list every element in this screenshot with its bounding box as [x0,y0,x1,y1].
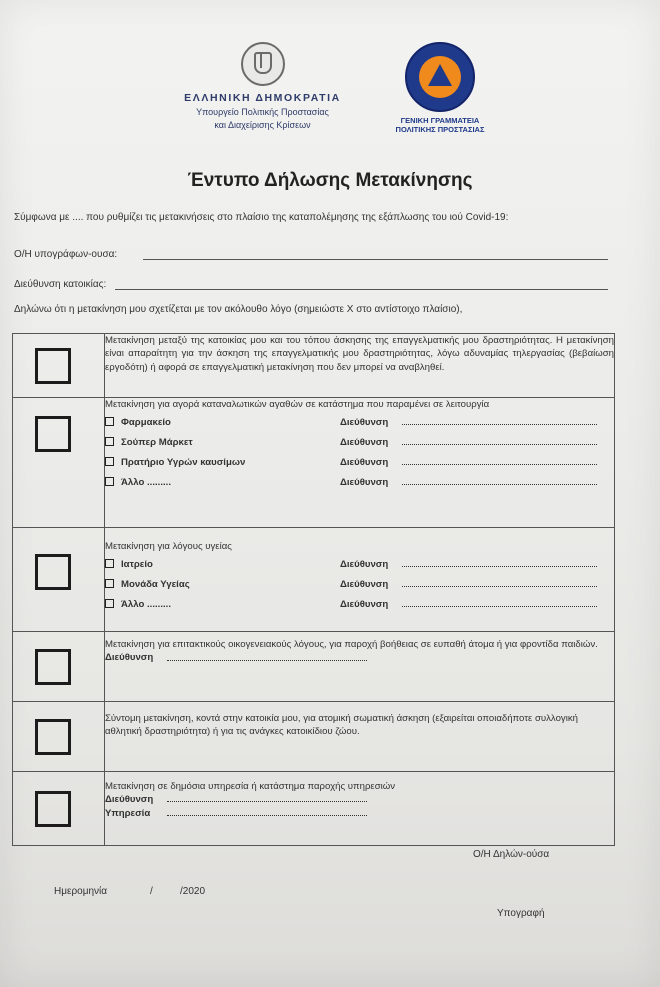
reason-row-shopping [13,398,615,528]
signature-label: Υπογραφή [497,908,545,919]
cp-line-1: ΓΕΝΙΚΗ ΓΡΑΜΜΑΤΕΙΑ [400,116,480,125]
health-unit-address-label: Διεύθυνση [340,579,389,591]
fuel-station-address-field[interactable] [402,464,597,465]
health-unit-address-field[interactable] [402,586,597,587]
health-other-address-field[interactable] [402,606,597,607]
date-label: Ημερομηνία [54,886,108,897]
health-unit-label: Μονάδα Υγείας [121,579,190,591]
home-address-field[interactable] [115,289,608,290]
date-year: /2020 [180,886,206,897]
supermarket-address-field[interactable] [402,444,597,445]
declaration-text: Δηλώνω ότι η μετακίνηση μου σχετίζεται με τον ακόλουθο λόγο (σημειώστε Χ στο αντίστοιχο πλαίσιο), [14,304,463,315]
reason-public-service-text: Μετακίνηση σε δημόσια υπηρεσία ή κατάστημα παροχής υπηρεσιών [105,781,396,792]
shopping-other-address-label: Διεύθυνση [340,477,389,489]
reason-shopping-checkbox[interactable] [35,416,71,452]
shopping-other-address-field[interactable] [402,484,597,485]
health-option-other [105,597,614,617]
signer-name-field[interactable] [143,259,608,260]
health-option-doctor [105,557,614,577]
reason-exercise-text: Σύντομη μετακίνηση, κοντά στην κατοικία μου, για ατομική σωματική άσκηση (εξαιρείται οποιαδήποτε συλλογική αθλητική δραστηριότητα) ή για τις ανάγκες κατοικίδιου ζώου. [105,702,615,772]
date-separator: / [150,886,153,897]
shopping-other-label: Άλλο ......... [121,477,171,489]
health-other-address-label: Διεύθυνση [340,599,389,611]
shopping-option-fuel [105,455,614,475]
header-republic-block [155,42,370,132]
doctor-label: Ιατρείο [121,559,153,571]
public-service-name-label: Υπηρεσία [105,808,151,820]
reason-family-text: Μετακίνηση για επιτακτικούς οικογενειακούς λόγους, για παροχή βοήθειας σε ευπαθή άτομα ή για φροντίδα παιδιών. [105,639,598,650]
supermarket-checkbox[interactable] [105,437,114,446]
reason-exercise-checkbox[interactable] [35,719,71,755]
public-service-address-row [105,793,614,807]
republic-title: ΕΛΛΗΝΙΚΗ ΔΗΜΟΚΡΑΤΙΑ [184,92,341,104]
reason-family-checkbox[interactable] [35,649,71,685]
reason-row-family [13,632,615,702]
family-address-row [105,651,614,667]
reason-work-text: Μετακίνηση μεταξύ της κατοικίας μου και του τόπου άσκησης της επαγγελματικής μου δραστηριότητας. Η μετακίνηση είναι απαραίτητη για την άσκηση της επαγγελματικής μου δραστηριότητας, λόγω αδυναμίας τηλεργασίας (βεβαίωση εργοδότη) ή αφορά σε επαγγελματική μετακίνηση που δεν μπορεί να αναβληθεί. [105,334,615,398]
public-service-name-row [105,807,614,821]
supermarket-label: Σούπερ Μάρκετ [121,437,193,449]
signer-label: Ο/Η υπογράφων-ουσα: [14,249,118,260]
family-address-label: Διεύθυνση [105,652,154,664]
greek-coat-of-arms-icon [241,42,285,86]
shopping-option-supermarket [105,435,614,455]
ministry-line-1: Υπουργείο Πολιτικής Προστασίας [196,107,329,117]
cp-line-2: ΠΟΛΙΤΙΚΗΣ ΠΡΟΣΤΑΣΙΑΣ [395,125,485,134]
civil-protection-logo-icon [405,42,475,112]
public-service-name-field[interactable] [167,815,367,816]
declarant-label: Ο/Η Δηλών-ούσα [473,849,550,860]
family-address-field[interactable] [167,660,367,661]
shopping-other-checkbox[interactable] [105,477,114,486]
reason-row-exercise [13,702,615,772]
health-other-checkbox[interactable] [105,599,114,608]
reason-public-service-checkbox[interactable] [35,791,71,827]
reason-health-text: Μετακίνηση για λόγους υγείας [105,541,232,552]
intro-text: Σύμφωνα με .... που ρυθμίζει τις μετακινήσεις στο πλαίσιο της καταπολέμησης της εξάπλωσης του ιού Covid-19: [14,212,509,223]
health-other-label: Άλλο ......... [121,599,171,611]
pharmacy-address-label: Διεύθυνση [340,417,389,429]
doctor-address-field[interactable] [402,566,597,567]
doctor-address-label: Διεύθυνση [340,559,389,571]
reason-row-work [13,334,615,398]
supermarket-address-label: Διεύθυνση [340,437,389,449]
reason-work-checkbox[interactable] [35,348,71,384]
shopping-option-other [105,475,614,495]
form-title: Έντυπο Δήλωσης Μετακίνησης [187,170,473,191]
reason-row-public-service [13,772,615,846]
fuel-station-address-label: Διεύθυνση [340,457,389,469]
doctor-checkbox[interactable] [105,559,114,568]
shopping-option-pharmacy [105,415,614,435]
reason-shopping-text: Μετακίνηση για αγορά καταναλωτικών αγαθών σε κατάστημα που παραμένει σε λειτουργία [105,399,490,410]
reason-row-health [13,528,615,632]
health-unit-checkbox[interactable] [105,579,114,588]
public-service-address-label: Διεύθυνση [105,794,154,806]
ministry-line-2: και Διαχείρισης Κρίσεων [214,120,311,130]
address-label: Διεύθυνση κατοικίας: [14,279,107,290]
header-civil-protection-block [390,42,490,134]
public-service-address-field[interactable] [167,801,367,802]
fuel-station-checkbox[interactable] [105,457,114,466]
health-option-unit [105,577,614,597]
pharmacy-checkbox[interactable] [105,417,114,426]
fuel-station-label: Πρατήριο Υγρών καυσίμων [121,457,246,469]
pharmacy-address-field[interactable] [402,424,597,425]
reasons-table [12,333,615,846]
pharmacy-label: Φαρμακείο [121,417,171,429]
reason-health-checkbox[interactable] [35,554,71,590]
